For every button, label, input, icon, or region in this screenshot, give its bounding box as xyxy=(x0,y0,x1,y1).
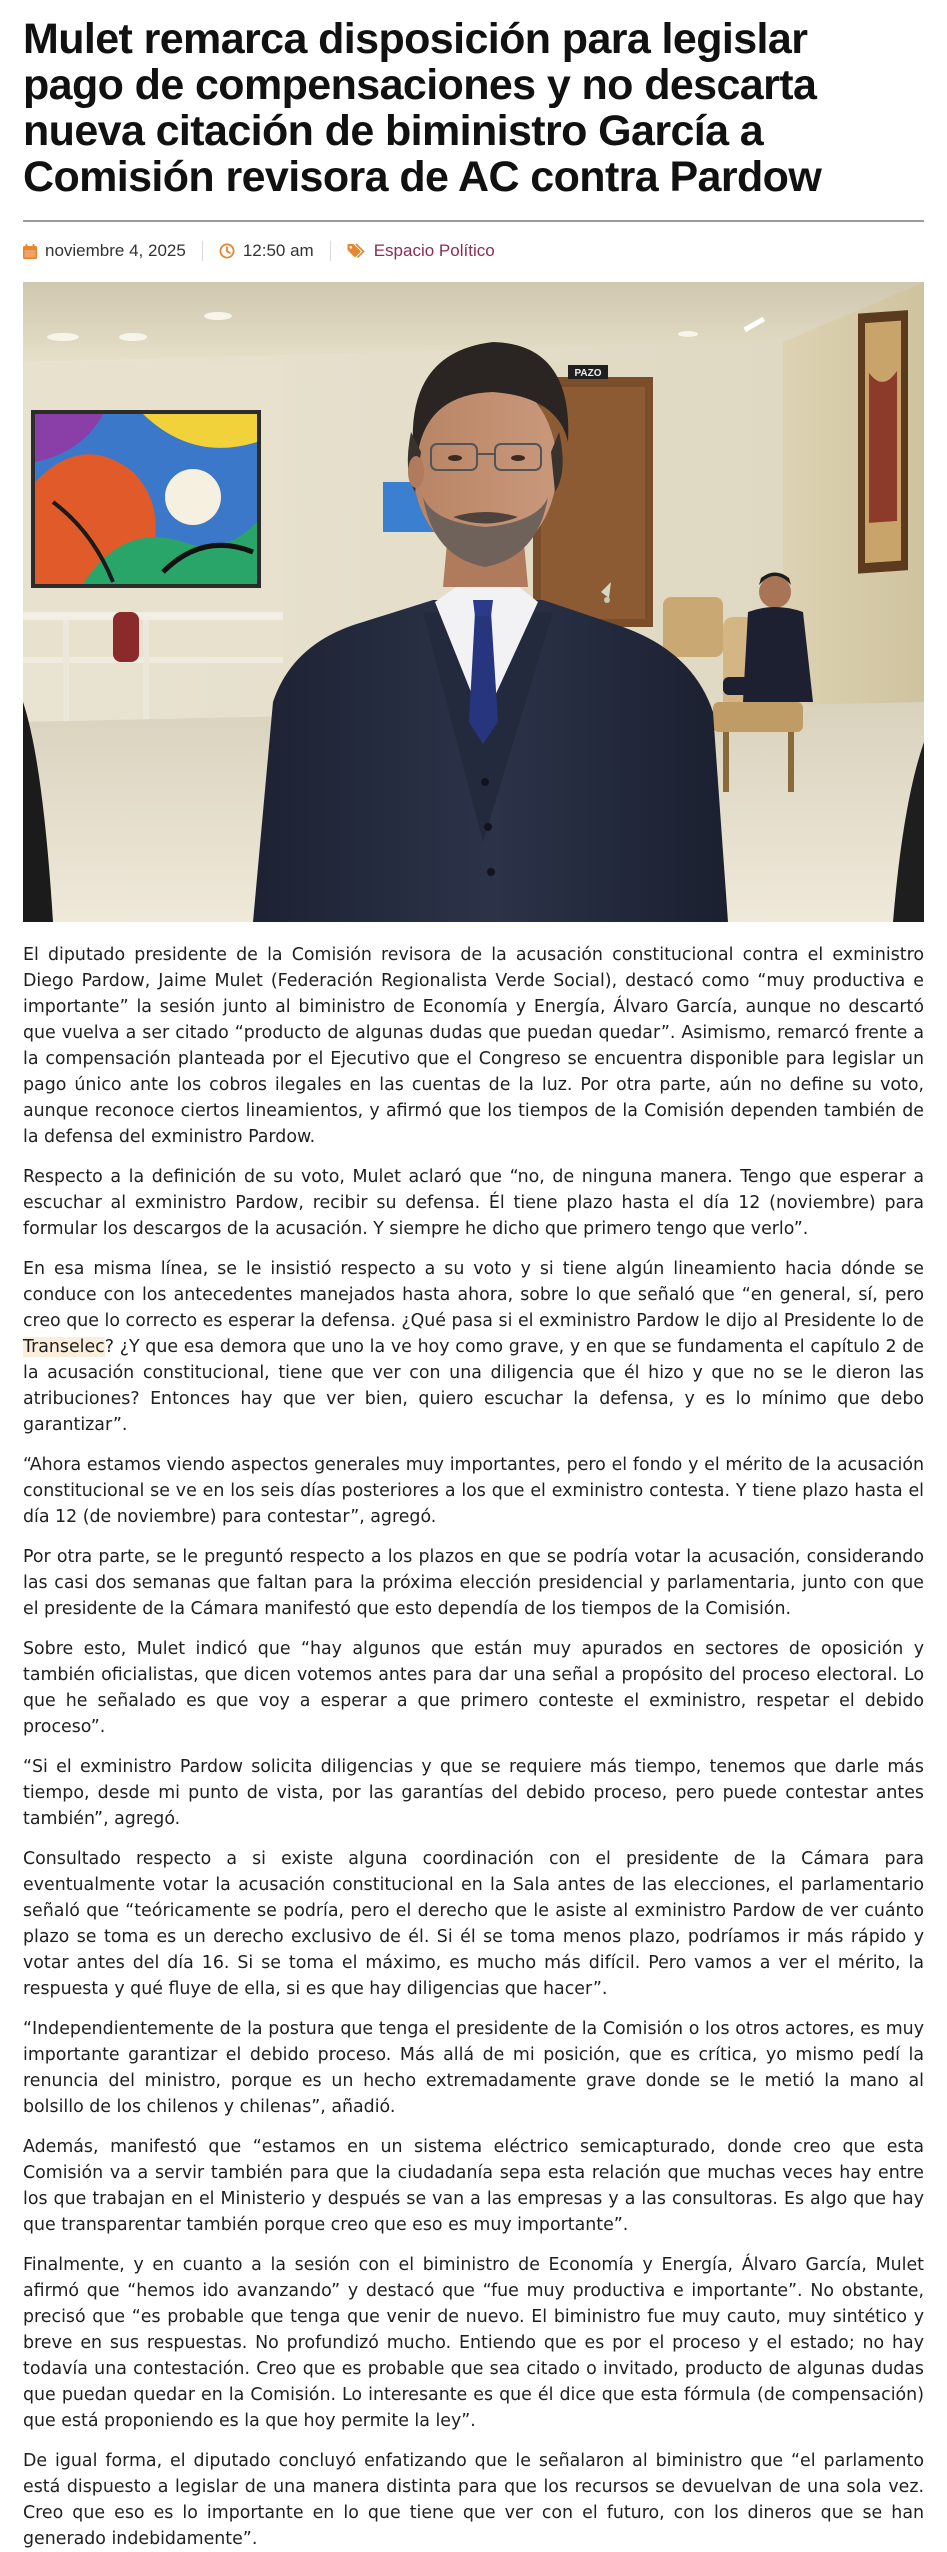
paragraph: El diputado presidente de la Comisión revisora de la acusación constitucional contra el exministro Diego Pardow, Jaime Mulet (Federación Regionalista Verde Social), destacó como “muy productiva e importante” la sesión junto al biministro de Economía y Energía, Álvaro García, aunque no descartó que vuelva a ser citado “producto de algunas dudas que puedan quedar”. Asimismo, remarcó frente a la compensación planteada por el Ejecutivo que el Congreso se encuentra disponible para legislar un pago único ante los cobros ilegales en las cuentas de la luz. Por otra parte, aún no define su voto, aunque reconoce ciertos lineamientos, y afirmó que los tiempos de la Comisión dependen también de la defensa del exministro Pardow. xyxy=(23,945,924,1147)
meta-date xyxy=(23,241,203,261)
publish-time: 12:50 am xyxy=(242,241,314,260)
featured-image xyxy=(23,282,924,922)
paragraph: Sobre esto, Mulet indicó que “hay algunos que están muy apurados en sectores de oposición y también oficialistas, que dicen votemos antes para dar una señal a propósito del proceso electoral. Lo que he señalado es que voy a esperar a que primero conteste el exministro, respetar el debido proceso”. xyxy=(23,1639,924,1737)
paragraph: De igual forma, el diputado concluyó enfatizando que le señalaron al biministro que “el parlamento está dispuesto a legislar de una manera distinta para que los recursos se devuelvan de una sola vez. Creo que eso es lo importante en lo que tiene que ver con el futuro, con los dineros que se han generado indebidamente”. xyxy=(23,2451,924,2549)
article-meta xyxy=(23,236,924,266)
painting xyxy=(31,410,261,588)
paragraph: “Si el exministro Pardow solicita diligencias y que se requiere más tiempo, tenemos que darle más tiempo, desde mi punto de vista, por las garantías del debido proceso, pero puede contestar antes también”, agregó. xyxy=(23,1757,924,1829)
category-link[interactable]: Espacio Político xyxy=(373,241,495,260)
title-divider xyxy=(23,220,924,222)
paragraph: Respecto a la definición de su voto, Mulet aclaró que “no, de ninguna manera. Tengo que esperar a escuchar al exministro Pardow, recibir su defensa. Él tiene plazo hasta el día 12 (noviembre) para formular los descargos de la acusación. Y siempre he dicho que primero tengo que verlo”. xyxy=(23,1167,924,1239)
publish-date[interactable]: noviembre 4, 2025 xyxy=(45,241,186,260)
clock-icon xyxy=(219,243,235,259)
tags-icon xyxy=(347,243,366,259)
meta-time xyxy=(219,241,331,261)
paragraph: Consultado respecto a si existe alguna coordinación con el presidente de la Cámara para eventualmente votar la acusación constitucional en la Sala antes de las elecciones, el parlamentario señaló que “teóricamente se podría, pero el derecho que le asiste al exministro Pardow de ver cuánto plazo se toma es un derecho exclusivo de él. Si él se toma menos plazo, podríamos ir más rápido y votar antes del día 16. Si se toma el máximo, es mucho más difícil. Pero vamos a ver el mérito, la respuesta y qué fluye de ella, si es que hay diligencias que hacer”. xyxy=(23,1849,924,1999)
paragraph: “Ahora estamos viendo aspectos generales muy importantes, pero el fondo y el mérito de la acusación constitucional se ve en los seis días posteriores a los que el exministro contesta. Y tiene plazo hasta el día 12 (de noviembre) para contestar”, agregó. xyxy=(23,1455,924,1527)
article-body xyxy=(23,942,924,2552)
paragraph-text: En esa misma línea, se le insistió respecto a su voto y si tiene algún lineamiento hacia dónde se conduce con los antecedentes manejados hasta ahora, sobre lo que señaló que “en general, sí, pero creo que lo correcto es esperar la defensa. ¿Qué pasa si el exministro Pardow le dijo al Presidente lo de xyxy=(23,1259,924,1331)
highlighted-term: Transelec xyxy=(23,1337,105,1357)
paragraph: Finalmente, y en cuanto a la sesión con el biministro de Economía y Energía, Álvaro García, Mulet afirmó que “hemos ido avanzando” y destacó que “fue muy productiva e importante”. No obstante, precisó que “es probable que tenga que venir de nuevo. El biministro fue muy cauto, muy sintético y breve en sus respuestas. No profundizó mucho. Entiendo que es por el proceso y el estado; no hay todavía una contestación. Creo que es probable que sea citado o invitado, producto de algunas dudas que puedan quedar en la Comisión. Lo interesante es que él dice que esta fórmula (de compensación) que está proponiendo es la que hoy permite la ley”. xyxy=(23,2255,924,2431)
paragraph: “Independientemente de la postura que tenga el presidente de la Comisión o los otros actores, es muy importante garantizar el debido proceso. Más allá de mi posición, que es crítica, yo mismo pedí la renuncia del ministro, porque es un hecho extremadamente grave donde se le metió la mano al bolsillo de los chilenos y chilenas”, añadió. xyxy=(23,2019,924,2117)
article-title: Mulet remarca disposición para legislar pago de compensaciones y no descarta nueva citación de biministro García a Comisión revisora de AC contra Pardow xyxy=(23,15,822,201)
calendar-icon xyxy=(23,244,37,259)
paragraph-text: ? ¿Y que esa demora que uno la ve hoy como grave, y en que se fundamenta el capítulo 2 de la acusación constitucional, tiene que ver con una diligencia que él hizo y que no se le dieron las atribuciones? Entonces hay que ver bien, quiero escuchar la defensa, y es lo mínimo que debo garantizar”. xyxy=(23,1337,924,1435)
door-sign: PAZO xyxy=(574,368,602,379)
paragraph xyxy=(23,1256,924,1438)
paragraph: Por otra parte, se le preguntó respecto a los plazos en que se podría votar la acusación, considerando las casi dos semanas que faltan para la próxima elección presidencial y parlamentaria, junto con que el presidente de la Cámara manifestó que esto dependía de los tiempos de la Comisión. xyxy=(23,1547,924,1619)
paragraph: Además, manifestó que “estamos en un sistema eléctrico semicapturado, donde creo que esta Comisión va a servir también para que la ciudadanía sepa esta relación que muchas veces hay entre los que trabajan en el Ministerio y después se van a las empresas y a las consultoras. Es algo que hay que transparentar también porque creo que eso es muy importante”. xyxy=(23,2137,924,2235)
meta-category xyxy=(347,241,511,261)
